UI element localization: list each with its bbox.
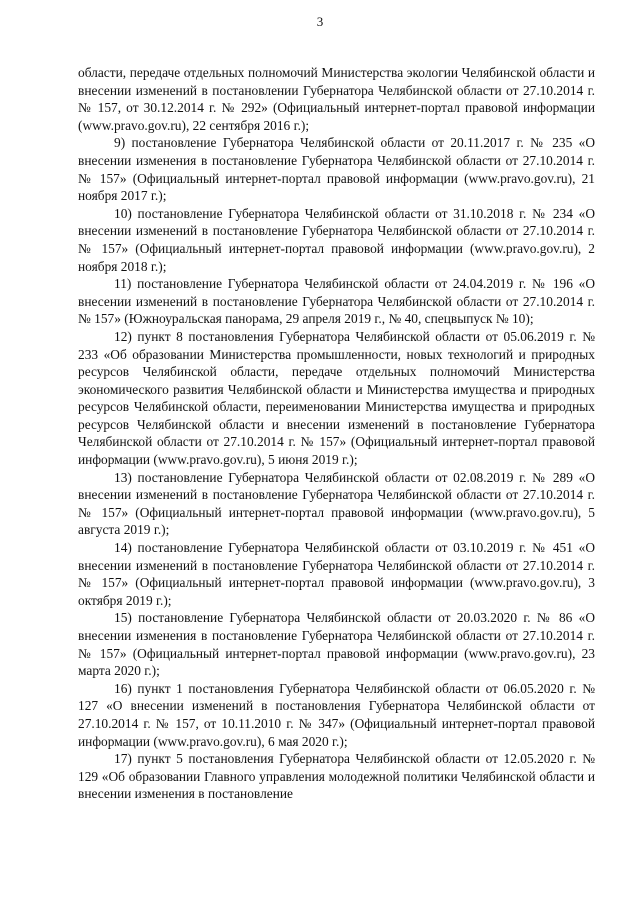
document-body (78, 64, 595, 803)
list-item-11: 11) постановление Губернатора Челябинской области от 24.04.2019 г. № 196 «О внесении изменений в постановление Губернатора Челябинской области от 27.10.2014 г. № 157» (Южноуральская панорама, 29 апреля 2019 г., № 40, спецвыпуск № 10); (78, 276, 595, 327)
list-item-10: 10) постановление Губернатора Челябинской области от 31.10.2018 г. № 234 «О внесении изменений в постановление Губернатора Челябинской области от 27.10.2014 г. № 157» (Официальный интернет-портал правовой информации (www.pravo.gov.ru), 2 ноября 2018 г.); (78, 205, 595, 274)
page-number: 3 (316, 14, 324, 29)
list-item-13: 13) постановление Губернатора Челябинской области от 02.08.2019 г. № 289 «О внесении изменений в постановление Губернатора Челябинской области от 27.10.2014 г. № 157» (Официальный интернет-портал правовой информации (www.pravo.gov.ru), 5 августа 2019 г.); (78, 469, 595, 538)
list-item-14: 14) постановление Губернатора Челябинской области от 03.10.2019 г. № 451 «О внесении изменений в постановление Губернатора Челябинской области от 27.10.2014 г. № 157» (Официальный интернет-портал правовой информации (www.pravo.gov.ru), 3 октября 2019 г.); (78, 540, 595, 608)
list-item-16: 16) пункт 1 постановления Губернатора Челябинской области от 06.05.2020 г. № 127 «О внесении изменений в постановления Губернатора Челябинской области от 27.10.2014 г. № 157, от 10.11.2010 г. № 347» (Официальный интернет-портал правовой информации (www.pravo.gov.ru), 6 мая 2020 г.); (78, 680, 595, 749)
list-item-15: 15) постановление Губернатора Челябинской области от 20.03.2020 г. № 86 «О внесении изменения в постановление Губернатора Челябинской области от 27.10.2014 г. № 157» (Официальный интернет-портал правовой информации (www.pravo.gov.ru), 23 марта 2020 г.); (78, 610, 595, 679)
list-item-9: 9) постановление Губернатора Челябинской области от 20.11.2017 г. № 235 «О внесении изменения в постановление Губернатора Челябинской области от 27.10.2014 г. № 157» (Официальный интернет-портал правовой информации (www.pravo.gov.ru), 21 ноября 2017 г.); (78, 135, 595, 204)
list-item-12: 12) пункт 8 постановления Губернатора Челябинской области от 05.06.2019 г. № 233 «Об образовании Министерства промышленности, новых технологий и природных ресурсов Челябинской области, передаче отдельных полномочий Министерства экономического развития Челябинской области и Министерства имущества и природных ресурсов Челябинской области, переименовании Министерства имущества и природных ресурсов Челябинской области и внесении изменений в постановление Губернатора Челябинской области от 27.10.2014 г. № 157» (Официальный интернет-портал правовой информации (www.pravo.gov.ru), 5 июня 2019 г.); (78, 328, 595, 468)
list-item-17: 17) пункт 5 постановления Губернатора Челябинской области от 12.05.2020 г. № 129 «Об образовании Главного управления молодежной политики Челябинской области и внесении изменения в постановление (78, 751, 595, 802)
paragraph-continuation: области, передаче отдельных полномочий Министерства экологии Челябинской области и внесении изменений в постановлении Губернатора Челябинской области от 27.10.2014 г. № 157, от 30.12.2014 г. № 292» (Официальный интернет-портал правовой информации (www.pravo.gov.ru), 22 сентября 2016 г.); (78, 65, 595, 133)
